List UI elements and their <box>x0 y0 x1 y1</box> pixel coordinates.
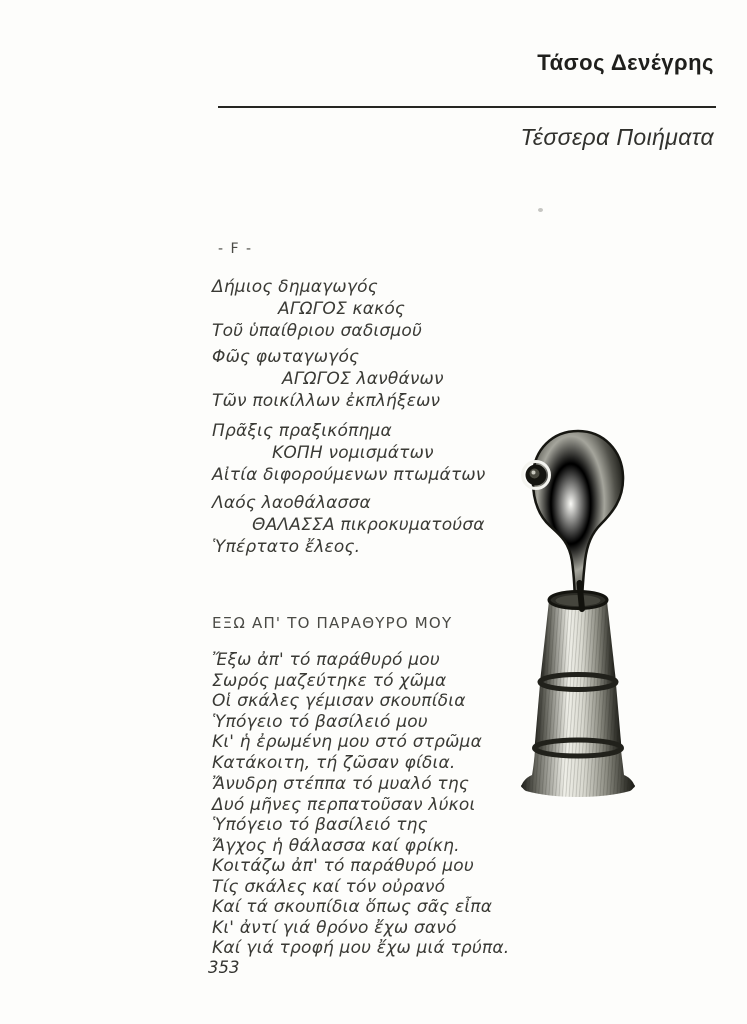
poem-line: Καί γιά τροφή μου ἔχω μιά τρύπα. <box>212 938 510 958</box>
poem1-stanza-4 <box>212 492 485 558</box>
poem-line: Ἔξω ἀπ' τό παράθυρό μου <box>212 650 440 670</box>
drop-vessel-illustration <box>505 423 651 797</box>
poem-line: ΘΑΛΑΣΣΑ πικροκυματούσα <box>252 515 485 535</box>
drip-stream <box>580 583 583 609</box>
poem-line: Λαός λαοθάλασσα <box>212 493 371 513</box>
poem-line: Κατάκοιτη, τή ζῶσαν φίδια. <box>212 752 456 773</box>
poem1-stanza-1 <box>212 276 422 342</box>
collection-title: Τέσσερα Ποιήματα <box>520 124 714 150</box>
poem-line: Τῶν ποικίλλων ἐκπλήξεων <box>212 391 441 411</box>
poem-line: ΑΓΩΓΟΣ λανθάνων <box>282 369 444 389</box>
page-title: Τάσος Δενέγρης <box>537 50 714 75</box>
poem-line: Ὑπόγειο τό βασίλειό της <box>212 815 428 835</box>
poem-line: Ἄνυδρη στέππα τό μυαλό της <box>212 774 470 794</box>
poem-line: Αἰτία διφορούμενων πτωμάτων <box>212 465 486 485</box>
poem-line: Πρᾶξις πραξικόπημα <box>212 421 392 441</box>
poem-line: Σωρός μαζεύτηκε τό χῶμα <box>212 670 447 691</box>
poem-line: Κι' ἡ ἐρωμένη μου στό στρῶμα <box>212 732 482 752</box>
poem2-title: ΕΞΩ ΑΠ' ΤΟ ΠΑΡΑΘΥΡΟ ΜΟΥ <box>212 614 453 632</box>
page-number: 353 <box>208 958 240 977</box>
poem-line: Κι' ἀντί γιά θρόνο ἔχω σανό <box>212 917 457 938</box>
poem-line: ΑΓΩΓΟΣ κακός <box>278 299 406 319</box>
poem1-stanza-2 <box>212 346 444 412</box>
poem2-stanza-2 <box>212 774 475 856</box>
poem-line: Δυό μῆνες περπατοῦσαν λύκοι <box>212 794 476 815</box>
poem1-stanza-3 <box>212 420 486 486</box>
scan-speck <box>538 208 543 212</box>
poem-line: Ὑπέρτατο ἔλεος. <box>212 537 361 557</box>
poem-line: Τίς σκάλες καί τόν οὐρανό <box>212 876 446 897</box>
poem-line: Οἱ σκάλες γέμισαν σκουπίδια <box>212 691 466 711</box>
poem-line: Δήμιος δημαγωγός <box>212 277 378 297</box>
poem2-stanza-3 <box>212 856 509 959</box>
poem-line: Φῶς φωταγωγός <box>212 347 360 367</box>
poem-line: Κοιτάζω ἀπ' τό παράθυρό μου <box>212 856 474 876</box>
header-divider <box>218 106 716 108</box>
poem-line: ΚΟΠΗ νομισμάτων <box>272 443 434 463</box>
poem-line: Τοῦ ὑπαίθριου σαδισμοῦ <box>212 321 423 341</box>
drop-eye-highlight <box>532 471 536 475</box>
poem-line: Ἄγχος ἡ θάλασσα καί φρίκη. <box>212 835 460 856</box>
poem-line: Ὑπόγειο τό βασίλειό μου <box>212 711 428 732</box>
poem1-section-label: - F - <box>218 241 253 257</box>
poem-line: Καί τά σκουπίδια ὅπως σᾶς εἶπα <box>212 897 493 917</box>
poem2-stanza-1 <box>212 650 482 773</box>
